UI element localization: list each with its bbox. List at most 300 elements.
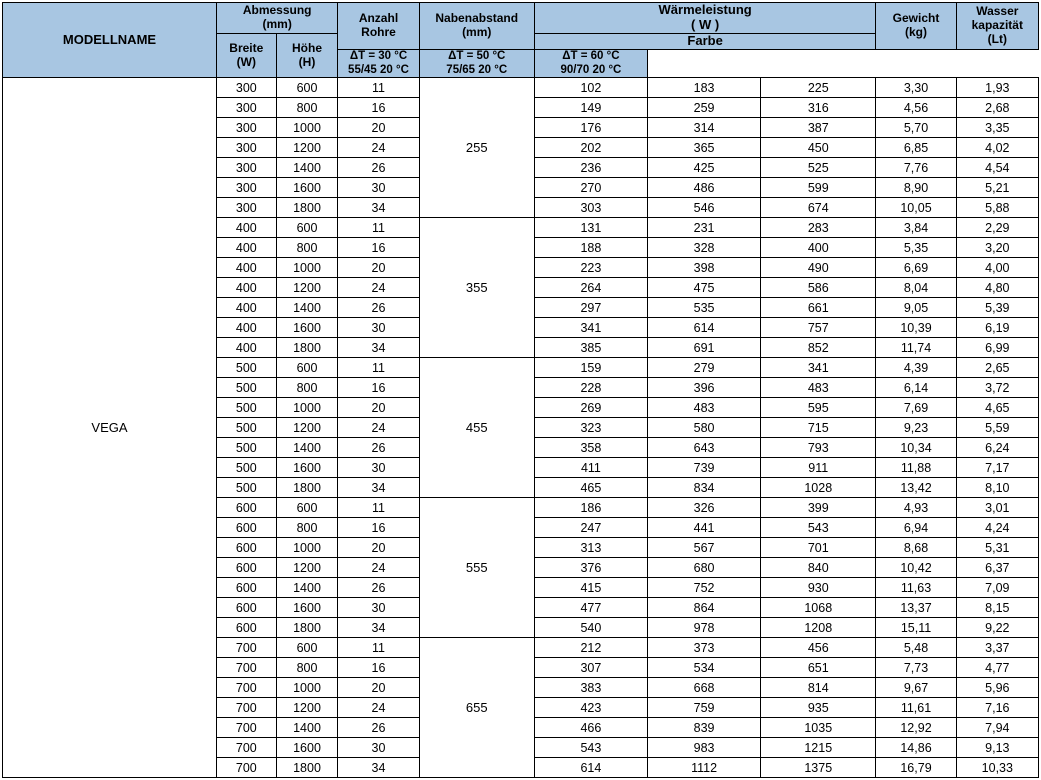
cell-water-capacity: 1,93 xyxy=(956,78,1038,98)
cell-width: 700 xyxy=(216,758,276,778)
cell-dt30: 149 xyxy=(534,98,647,118)
cell-dt30: 376 xyxy=(534,558,647,578)
cell-weight: 13,37 xyxy=(876,598,956,618)
cell-tubes: 11 xyxy=(338,638,419,658)
cell-tubes: 20 xyxy=(338,118,419,138)
cell-height: 1400 xyxy=(276,158,338,178)
cell-dt50: 373 xyxy=(648,638,761,658)
cell-tubes: 20 xyxy=(338,258,419,278)
cell-dt60: 715 xyxy=(761,418,876,438)
cell-weight: 4,39 xyxy=(876,358,956,378)
cell-water-capacity: 3,01 xyxy=(956,498,1038,518)
cell-weight: 6,69 xyxy=(876,258,956,278)
header-weight-unit: (kg) xyxy=(905,24,927,39)
cell-width: 400 xyxy=(216,298,276,318)
cell-tubes: 11 xyxy=(338,358,419,378)
cell-height: 1800 xyxy=(276,198,338,218)
cell-dt60: 1028 xyxy=(761,478,876,498)
cell-dt50: 425 xyxy=(648,158,761,178)
cell-dt50: 231 xyxy=(648,218,761,238)
cell-dt30: 247 xyxy=(534,518,647,538)
cell-dt30: 385 xyxy=(534,338,647,358)
cell-tubes: 11 xyxy=(338,498,419,518)
cell-dt30: 341 xyxy=(534,318,647,338)
header-hub-distance xyxy=(419,3,534,50)
cell-dt30: 614 xyxy=(534,758,647,778)
cell-dt60: 1035 xyxy=(761,718,876,738)
cell-dt50: 534 xyxy=(648,658,761,678)
header-dt60-sub: 90/70 20 °C xyxy=(560,63,622,76)
cell-water-capacity: 2,65 xyxy=(956,358,1038,378)
cell-height: 1600 xyxy=(276,458,338,478)
cell-tubes: 34 xyxy=(338,478,419,498)
cell-weight: 13,42 xyxy=(876,478,956,498)
cell-width: 500 xyxy=(216,438,276,458)
header-water-capacity xyxy=(956,3,1038,50)
header-height-symbol: (H) xyxy=(298,54,316,69)
cell-water-capacity: 9,22 xyxy=(956,618,1038,638)
cell-tubes: 34 xyxy=(338,618,419,638)
cell-weight: 6,94 xyxy=(876,518,956,538)
cell-tubes: 26 xyxy=(338,578,419,598)
cell-water-capacity: 4,65 xyxy=(956,398,1038,418)
cell-water-capacity: 4,02 xyxy=(956,138,1038,158)
cell-tubes: 20 xyxy=(338,678,419,698)
cell-tubes: 16 xyxy=(338,238,419,258)
cell-hub-distance: 555 xyxy=(419,498,534,638)
table-body xyxy=(3,78,1039,778)
cell-dt50: 259 xyxy=(648,98,761,118)
cell-tubes: 24 xyxy=(338,418,419,438)
cell-dt50: 326 xyxy=(648,498,761,518)
header-width xyxy=(216,33,276,78)
cell-weight: 8,90 xyxy=(876,178,956,198)
cell-dt50: 365 xyxy=(648,138,761,158)
cell-height: 1400 xyxy=(276,578,338,598)
header-heat-output-label: Wärmeleistung xyxy=(658,2,752,17)
cell-dt30: 323 xyxy=(534,418,647,438)
cell-height: 1400 xyxy=(276,718,338,738)
cell-water-capacity: 9,13 xyxy=(956,738,1038,758)
cell-dt60: 814 xyxy=(761,678,876,698)
header-dimension-label: Abmessung xyxy=(242,3,312,18)
cell-dt30: 303 xyxy=(534,198,647,218)
cell-dt50: 752 xyxy=(648,578,761,598)
cell-height: 1000 xyxy=(276,678,338,698)
cell-dt60: 543 xyxy=(761,518,876,538)
cell-dt50: 486 xyxy=(648,178,761,198)
cell-dt60: 399 xyxy=(761,498,876,518)
cell-dt60: 387 xyxy=(761,118,876,138)
cell-tubes: 20 xyxy=(338,398,419,418)
cell-water-capacity: 5,31 xyxy=(956,538,1038,558)
cell-water-capacity: 10,33 xyxy=(956,758,1038,778)
cell-weight: 3,84 xyxy=(876,218,956,238)
cell-tubes: 16 xyxy=(338,518,419,538)
cell-tubes: 30 xyxy=(338,318,419,338)
header-dt30-label: ΔT = 30 °C xyxy=(349,49,408,62)
cell-weight: 10,05 xyxy=(876,198,956,218)
cell-dt50: 983 xyxy=(648,738,761,758)
cell-dt50: 1112 xyxy=(648,758,761,778)
cell-height: 1800 xyxy=(276,618,338,638)
cell-dt30: 543 xyxy=(534,738,647,758)
cell-dt60: 456 xyxy=(761,638,876,658)
header-width-symbol: (W) xyxy=(236,54,256,69)
cell-dt50: 398 xyxy=(648,258,761,278)
cell-water-capacity: 4,00 xyxy=(956,258,1038,278)
header-water-line1: Wasser xyxy=(976,4,1019,19)
cell-width: 400 xyxy=(216,318,276,338)
cell-water-capacity: 3,20 xyxy=(956,238,1038,258)
cell-height: 1800 xyxy=(276,758,338,778)
cell-width: 600 xyxy=(216,578,276,598)
cell-width: 500 xyxy=(216,458,276,478)
cell-dt60: 450 xyxy=(761,138,876,158)
cell-dt50: 535 xyxy=(648,298,761,318)
cell-width: 500 xyxy=(216,378,276,398)
cell-dt60: 599 xyxy=(761,178,876,198)
cell-height: 1800 xyxy=(276,338,338,358)
header-dt50 xyxy=(419,49,534,78)
cell-tubes: 26 xyxy=(338,298,419,318)
cell-dt30: 270 xyxy=(534,178,647,198)
cell-height: 1200 xyxy=(276,558,338,578)
cell-water-capacity: 8,10 xyxy=(956,478,1038,498)
cell-dt30: 411 xyxy=(534,458,647,478)
cell-tubes: 16 xyxy=(338,378,419,398)
cell-weight: 4,56 xyxy=(876,98,956,118)
cell-dt50: 691 xyxy=(648,338,761,358)
cell-weight: 10,42 xyxy=(876,558,956,578)
cell-height: 1200 xyxy=(276,418,338,438)
cell-dt60: 651 xyxy=(761,658,876,678)
cell-water-capacity: 7,16 xyxy=(956,698,1038,718)
cell-width: 700 xyxy=(216,658,276,678)
cell-dt50: 759 xyxy=(648,698,761,718)
cell-dt50: 441 xyxy=(648,518,761,538)
header-dt60-label: ΔT = 60 °C xyxy=(562,49,620,62)
cell-width: 400 xyxy=(216,218,276,238)
cell-dt30: 212 xyxy=(534,638,647,658)
cell-water-capacity: 3,72 xyxy=(956,378,1038,398)
header-hub-label: Nabenabstand xyxy=(435,11,519,26)
cell-width: 700 xyxy=(216,718,276,738)
header-tubes-line1: Anzahl xyxy=(358,11,399,26)
cell-dt60: 1068 xyxy=(761,598,876,618)
cell-height: 1200 xyxy=(276,698,338,718)
cell-tubes: 16 xyxy=(338,98,419,118)
cell-dt30: 176 xyxy=(534,118,647,138)
cell-height: 800 xyxy=(276,238,338,258)
cell-dt30: 423 xyxy=(534,698,647,718)
header-weight-label: Gewicht xyxy=(892,11,940,26)
header-modelname: MODELLNAME xyxy=(3,3,217,78)
header-dt60 xyxy=(534,49,647,78)
cell-weight: 7,76 xyxy=(876,158,956,178)
cell-water-capacity: 5,21 xyxy=(956,178,1038,198)
cell-weight: 15,11 xyxy=(876,618,956,638)
cell-weight: 11,88 xyxy=(876,458,956,478)
header-dt50-sub: 75/65 20 °C xyxy=(446,63,508,76)
cell-tubes: 30 xyxy=(338,458,419,478)
cell-weight: 12,92 xyxy=(876,718,956,738)
cell-height: 1800 xyxy=(276,478,338,498)
cell-tubes: 34 xyxy=(338,198,419,218)
model-name-cell: VEGA xyxy=(3,78,217,778)
cell-width: 300 xyxy=(216,118,276,138)
cell-height: 1000 xyxy=(276,538,338,558)
cell-height: 600 xyxy=(276,498,338,518)
cell-water-capacity: 6,24 xyxy=(956,438,1038,458)
cell-width: 600 xyxy=(216,598,276,618)
cell-tubes: 26 xyxy=(338,718,419,738)
cell-weight: 9,05 xyxy=(876,298,956,318)
cell-dt50: 567 xyxy=(648,538,761,558)
header-dimension xyxy=(216,3,337,34)
header-dimension-unit: (mm) xyxy=(262,16,292,31)
cell-dt30: 186 xyxy=(534,498,647,518)
cell-width: 400 xyxy=(216,338,276,358)
cell-dt60: 316 xyxy=(761,98,876,118)
cell-dt60: 1215 xyxy=(761,738,876,758)
cell-dt50: 475 xyxy=(648,278,761,298)
cell-height: 1000 xyxy=(276,258,338,278)
cell-weight: 7,73 xyxy=(876,658,956,678)
cell-dt30: 383 xyxy=(534,678,647,698)
cell-weight: 11,61 xyxy=(876,698,956,718)
cell-dt50: 546 xyxy=(648,198,761,218)
cell-dt30: 188 xyxy=(534,238,647,258)
cell-dt60: 757 xyxy=(761,318,876,338)
cell-width: 700 xyxy=(216,738,276,758)
cell-water-capacity: 8,15 xyxy=(956,598,1038,618)
cell-weight: 8,68 xyxy=(876,538,956,558)
cell-dt60: 341 xyxy=(761,358,876,378)
cell-weight: 7,69 xyxy=(876,398,956,418)
header-heat-output xyxy=(534,3,876,34)
cell-dt60: 525 xyxy=(761,158,876,178)
cell-dt50: 739 xyxy=(648,458,761,478)
header-dt30 xyxy=(338,49,419,78)
cell-dt60: 400 xyxy=(761,238,876,258)
cell-width: 600 xyxy=(216,558,276,578)
cell-width: 600 xyxy=(216,618,276,638)
cell-height: 600 xyxy=(276,358,338,378)
cell-dt50: 643 xyxy=(648,438,761,458)
table-header xyxy=(3,3,1039,78)
cell-weight: 14,86 xyxy=(876,738,956,758)
cell-width: 300 xyxy=(216,158,276,178)
cell-height: 1600 xyxy=(276,318,338,338)
cell-dt30: 477 xyxy=(534,598,647,618)
cell-weight: 3,30 xyxy=(876,78,956,98)
cell-tubes: 20 xyxy=(338,538,419,558)
cell-hub-distance: 455 xyxy=(419,358,534,498)
cell-dt30: 466 xyxy=(534,718,647,738)
cell-dt50: 668 xyxy=(648,678,761,698)
cell-dt30: 313 xyxy=(534,538,647,558)
cell-weight: 9,67 xyxy=(876,678,956,698)
cell-weight: 10,34 xyxy=(876,438,956,458)
cell-weight: 9,23 xyxy=(876,418,956,438)
cell-dt50: 580 xyxy=(648,418,761,438)
cell-dt50: 328 xyxy=(648,238,761,258)
cell-dt30: 159 xyxy=(534,358,647,378)
cell-water-capacity: 5,96 xyxy=(956,678,1038,698)
cell-dt60: 283 xyxy=(761,218,876,238)
header-color: Farbe xyxy=(534,33,876,49)
cell-width: 300 xyxy=(216,178,276,198)
cell-water-capacity: 4,54 xyxy=(956,158,1038,178)
cell-dt30: 358 xyxy=(534,438,647,458)
cell-dt60: 701 xyxy=(761,538,876,558)
cell-dt30: 540 xyxy=(534,618,647,638)
cell-water-capacity: 2,68 xyxy=(956,98,1038,118)
cell-dt60: 661 xyxy=(761,298,876,318)
cell-width: 300 xyxy=(216,198,276,218)
cell-dt30: 264 xyxy=(534,278,647,298)
cell-water-capacity: 5,88 xyxy=(956,198,1038,218)
cell-weight: 5,70 xyxy=(876,118,956,138)
cell-dt60: 1375 xyxy=(761,758,876,778)
cell-height: 800 xyxy=(276,98,338,118)
cell-width: 500 xyxy=(216,358,276,378)
cell-tubes: 11 xyxy=(338,78,419,98)
header-height xyxy=(276,33,338,78)
cell-height: 1400 xyxy=(276,298,338,318)
cell-tubes: 24 xyxy=(338,698,419,718)
cell-height: 1600 xyxy=(276,738,338,758)
cell-width: 400 xyxy=(216,278,276,298)
cell-weight: 10,39 xyxy=(876,318,956,338)
cell-dt60: 930 xyxy=(761,578,876,598)
cell-dt50: 483 xyxy=(648,398,761,418)
cell-weight: 8,04 xyxy=(876,278,956,298)
cell-tubes: 30 xyxy=(338,178,419,198)
cell-water-capacity: 6,99 xyxy=(956,338,1038,358)
cell-width: 500 xyxy=(216,398,276,418)
cell-tubes: 11 xyxy=(338,218,419,238)
header-dt30-sub: 55/45 20 °C xyxy=(348,63,409,76)
header-hub-unit: (mm) xyxy=(462,24,492,39)
cell-tubes: 30 xyxy=(338,598,419,618)
cell-water-capacity: 7,94 xyxy=(956,718,1038,738)
header-tubes xyxy=(338,3,419,50)
cell-dt50: 396 xyxy=(648,378,761,398)
cell-dt60: 674 xyxy=(761,198,876,218)
cell-height: 600 xyxy=(276,78,338,98)
cell-dt60: 935 xyxy=(761,698,876,718)
cell-tubes: 24 xyxy=(338,558,419,578)
cell-water-capacity: 3,35 xyxy=(956,118,1038,138)
cell-dt60: 483 xyxy=(761,378,876,398)
cell-water-capacity: 4,77 xyxy=(956,658,1038,678)
cell-tubes: 24 xyxy=(338,278,419,298)
cell-height: 1000 xyxy=(276,398,338,418)
cell-dt30: 297 xyxy=(534,298,647,318)
cell-tubes: 30 xyxy=(338,738,419,758)
cell-water-capacity: 5,59 xyxy=(956,418,1038,438)
cell-width: 600 xyxy=(216,538,276,558)
header-water-line2: kapazität xyxy=(971,18,1023,32)
cell-dt60: 490 xyxy=(761,258,876,278)
cell-height: 800 xyxy=(276,518,338,538)
cell-weight: 16,79 xyxy=(876,758,956,778)
table-row xyxy=(3,78,1039,98)
cell-dt30: 465 xyxy=(534,478,647,498)
header-weight xyxy=(876,3,956,50)
cell-height: 1200 xyxy=(276,138,338,158)
cell-weight: 5,35 xyxy=(876,238,956,258)
header-width-label: Breite xyxy=(229,40,264,55)
cell-water-capacity: 4,80 xyxy=(956,278,1038,298)
cell-tubes: 26 xyxy=(338,438,419,458)
cell-width: 700 xyxy=(216,698,276,718)
cell-water-capacity: 6,37 xyxy=(956,558,1038,578)
cell-dt50: 864 xyxy=(648,598,761,618)
cell-dt30: 102 xyxy=(534,78,647,98)
cell-dt50: 314 xyxy=(648,118,761,138)
cell-dt30: 228 xyxy=(534,378,647,398)
cell-tubes: 24 xyxy=(338,138,419,158)
cell-width: 600 xyxy=(216,498,276,518)
cell-dt60: 852 xyxy=(761,338,876,358)
cell-dt50: 680 xyxy=(648,558,761,578)
header-water-unit: (Lt) xyxy=(987,31,1007,46)
cell-width: 500 xyxy=(216,418,276,438)
cell-tubes: 34 xyxy=(338,338,419,358)
cell-width: 700 xyxy=(216,678,276,698)
cell-water-capacity: 3,37 xyxy=(956,638,1038,658)
cell-dt60: 1208 xyxy=(761,618,876,638)
cell-width: 400 xyxy=(216,238,276,258)
cell-dt50: 978 xyxy=(648,618,761,638)
cell-weight: 6,85 xyxy=(876,138,956,158)
header-height-label: Höhe xyxy=(292,40,322,55)
cell-dt30: 131 xyxy=(534,218,647,238)
cell-water-capacity: 7,09 xyxy=(956,578,1038,598)
cell-dt30: 223 xyxy=(534,258,647,278)
header-dt50-label: ΔT = 50 °C xyxy=(448,49,506,62)
cell-dt60: 911 xyxy=(761,458,876,478)
cell-hub-distance: 355 xyxy=(419,218,534,358)
cell-dt60: 793 xyxy=(761,438,876,458)
cell-tubes: 16 xyxy=(338,658,419,678)
cell-dt30: 236 xyxy=(534,158,647,178)
cell-weight: 6,14 xyxy=(876,378,956,398)
cell-dt60: 840 xyxy=(761,558,876,578)
cell-dt30: 307 xyxy=(534,658,647,678)
cell-height: 1400 xyxy=(276,438,338,458)
spec-sheet xyxy=(0,2,1041,780)
cell-dt30: 415 xyxy=(534,578,647,598)
cell-width: 300 xyxy=(216,138,276,158)
cell-height: 1600 xyxy=(276,598,338,618)
cell-weight: 11,74 xyxy=(876,338,956,358)
cell-water-capacity: 2,29 xyxy=(956,218,1038,238)
cell-height: 1200 xyxy=(276,278,338,298)
cell-weight: 5,48 xyxy=(876,638,956,658)
cell-dt60: 586 xyxy=(761,278,876,298)
cell-dt30: 202 xyxy=(534,138,647,158)
cell-width: 300 xyxy=(216,78,276,98)
cell-water-capacity: 4,24 xyxy=(956,518,1038,538)
cell-height: 800 xyxy=(276,378,338,398)
cell-hub-distance: 655 xyxy=(419,638,534,778)
cell-height: 1000 xyxy=(276,118,338,138)
cell-water-capacity: 7,17 xyxy=(956,458,1038,478)
